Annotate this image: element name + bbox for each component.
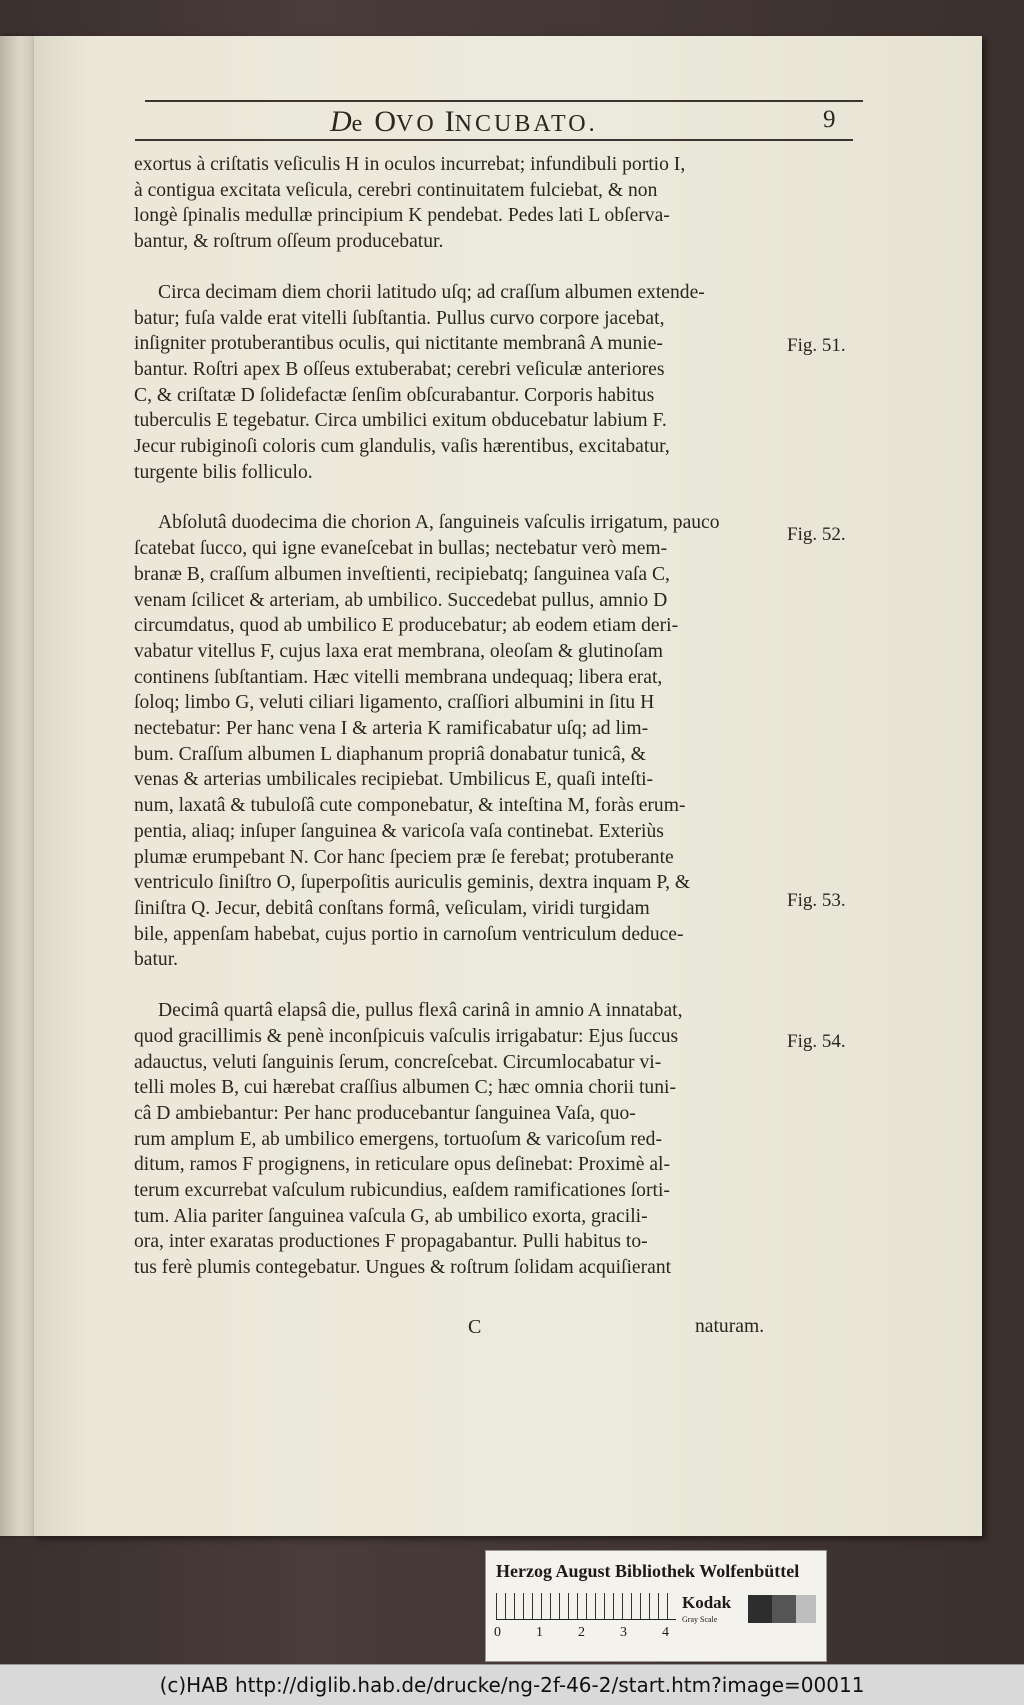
text-line: terum excurrebat vaſculum rubicundius, eaſdem ramificationes ſorti- [134, 1180, 670, 1202]
text-line: venam ſcilicet & arteriam, ab umbilico. Succedebat pullus, amnio D [134, 589, 668, 611]
text-line: bantur, & roſtrum oſſeum producebatur. [134, 231, 444, 253]
gray-patch-dark [748, 1595, 772, 1623]
facing-page-edge [0, 36, 34, 1536]
text-line: C, & criſtatæ D ſolidefactæ ſenſim obſcurabantur. Corporis habitus [134, 384, 655, 406]
ruler-label: 2 [578, 1625, 585, 1640]
header-rule-bottom [135, 139, 853, 141]
text-line: bum. Craſſum albumen L diaphanum propriâ donabatur tunicâ, & [134, 743, 646, 765]
gray-patch-light [796, 1595, 816, 1623]
text-line: Abſolutâ duodecima die chorion A, ſanguineis vaſculis irrigatum, pauco [158, 512, 720, 534]
paragraph-3 [134, 510, 774, 973]
text-line: vabatur vitellus F, cujus laxa erat membrana, oleoſam & glutinoſam [134, 640, 663, 662]
catchword: naturam. [695, 1316, 765, 1337]
text-line: continens ſubſtantiam. Hæc vitelli membrana undequaq; libera erat, [134, 666, 663, 688]
running-head-initial: O [374, 105, 396, 138]
page-number: 9 [823, 106, 836, 133]
ruler-label: 4 [662, 1625, 669, 1640]
text-line: tuberculis E tegebatur. Circa umbilici exitum obducebatur labium F. [134, 410, 667, 432]
card-title: Herzog August Bibliothek Wolfenbüttel [496, 1561, 800, 1581]
margin-fig-label: Fig. 52. [787, 524, 846, 545]
text-line: turgente bilis folliculo. [134, 461, 313, 483]
text-line: pentia, aliaq; inſuper ſanguinea & varicoſa vaſa continebat. Exteriùs [134, 820, 664, 842]
header-rule-top [145, 100, 863, 102]
text-line: tus ferè plumis contegebatur. Ungues & roſtrum ſolidam acquiſierant [134, 1257, 672, 1279]
margin-fig-label: Fig. 51. [787, 335, 846, 356]
text-line: bantur. Roſtri apex B oſſeus extuberabat; cerebri veſiculæ anteriores [134, 358, 665, 380]
margin-fig-label: Fig. 53. [787, 890, 846, 911]
text-line: ſiniſtra Q. Jecur, debitâ conſtans formâ, veſiculam, viridi turgidam [134, 897, 650, 919]
text-line: câ D ambiebantur: Per hanc producebantur ſanguinea Vaſa, quo- [134, 1102, 636, 1124]
copyright-text: (c)HAB http://diglib.hab.de/drucke/ng-2f-46-2/start.htm?image=00011 [159, 1673, 865, 1697]
ruler-label: 0 [494, 1625, 501, 1640]
text-line: circumdatus, quod ab umbilico E producebatur; ab eodem etiam deri- [134, 615, 679, 637]
text-line: exortus à criſtatis veſiculis H in oculos incurrebat; infundibuli portio I, [134, 154, 686, 175]
scale-ruler [496, 1593, 676, 1620]
running-head-initial: D [330, 105, 352, 138]
text-line: nectebatur: Per hanc vena I & arteria K ramificabatur uſq; ad lim- [134, 718, 649, 740]
text-line: rum amplum E, ab umbilico emergens, tortuoſum & varicoſum red- [134, 1128, 663, 1150]
color-calibration-card [485, 1550, 827, 1662]
text-line: batur; fuſa valde erat vitelli ſubſtantia. Pullus curvo corpore jacebat, [134, 307, 665, 329]
text-line: Decimâ quartâ elapsâ die, pullus flexâ carinâ in amnio A innatabat, [158, 1000, 683, 1022]
ruler-label: 3 [620, 1625, 627, 1640]
running-head [330, 105, 598, 139]
text-line: adauctus, veluti ſanguinis ſerum, concreſcebat. Circumlocabatur vi- [134, 1051, 662, 1073]
running-head-initial: I [444, 105, 455, 138]
text-line: Jecur rubiginoſi coloris cum glandulis, vaſis hærentibus, excitabatur, [134, 436, 670, 458]
text-line: ditum, ramos F progignens, in reticulare opus deſinebat: Proximè al- [134, 1154, 670, 1176]
gray-scale-label: Gray Scale [682, 1615, 718, 1624]
text-line: tum. Alia pariter ſanguinea vaſcula G, ab umbilico exorta, gracili- [134, 1205, 648, 1227]
paragraph-4 [134, 998, 774, 1281]
body-text [134, 152, 774, 1306]
text-line: venas & arterias umbilicales recipiebat. Umbilicus E, quaſi inteſti- [134, 769, 654, 791]
paragraph-2 [134, 280, 774, 486]
text-line: longè ſpinalis medullæ principium K pendebat. Pedes lati L obſerva- [134, 205, 670, 227]
ruler-label: 1 [536, 1625, 543, 1640]
gray-patch-mid [772, 1595, 796, 1623]
signature-mark: C [468, 1316, 482, 1338]
margin-fig-label: Fig. 54. [787, 1031, 846, 1052]
running-head-part: e [351, 111, 375, 137]
text-line: inſigniter protuberantibus oculis, qui nictitante membranâ A munie- [134, 333, 663, 355]
text-line: num, laxatâ & tubuloſâ cute componebatur, & inteſtina M, foràs erum- [134, 795, 686, 817]
copyright-footer [0, 1664, 1024, 1705]
text-line: ſoloq; limbo G, veluti ciliari ligamento, craſſiori albumini in ſitu H [134, 692, 655, 714]
text-line: ſcatebat ſucco, qui igne evaneſcebat in bullas; nectebatur verò mem- [134, 538, 668, 560]
paragraph-1 [134, 152, 774, 255]
text-line: plumæ erumpebant N. Cor hanc ſpeciem præ ſe ferebat; protuberante [134, 846, 674, 868]
text-line: telli moles B, cui hærebat craſſius albumen C; hæc omnia chorii tuni- [134, 1077, 676, 1099]
kodak-logo: Kodak [682, 1593, 732, 1612]
running-head-part: VO [396, 111, 437, 137]
text-line: branæ B, craſſum albumen inveſtienti, recipiebatq; ſanguinea vaſa C, [134, 563, 670, 585]
text-line: bile, appenſam habebat, cujus portio in carnoſum ventriculum deduce- [134, 923, 684, 945]
text-line: quod gracillimis & penè inconſpicuis vaſculis irrigabatur: Ejus ſuccus [134, 1025, 679, 1047]
text-line: batur. [134, 949, 179, 971]
text-line: à contigua excitata veſicula, cerebri continuitatem fulciebat, & non [134, 179, 658, 201]
text-line: Circa decimam diem chorii latitudo uſq; ad craſſum albumen extende- [158, 281, 705, 303]
text-line: ventriculo ſiniſtro O, ſuperpoſitis auriculis geminis, dextra inquam P, & [134, 872, 691, 894]
text-line: ora, inter exaratas productiones F propagabantur. Pulli habitus to- [134, 1231, 648, 1253]
running-head-part: NCUBATO. [454, 111, 598, 137]
